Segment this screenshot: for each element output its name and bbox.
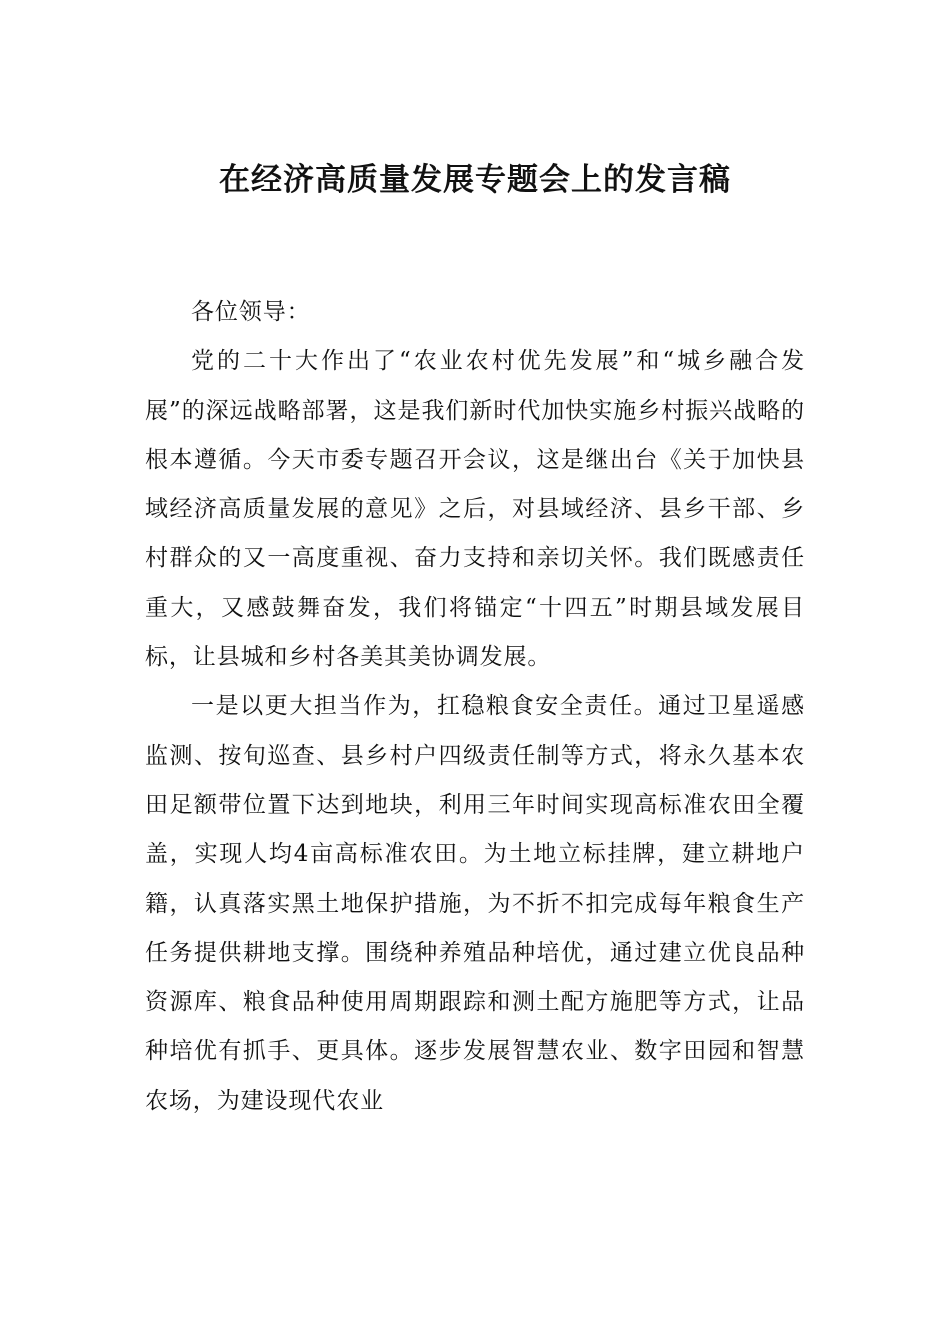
document-body xyxy=(145,288,805,1126)
paragraph-intro: 党的二十大作出了“农业农村优先发展”和“城乡融合发展”的深远战略部署，这是我们新时代加快实施乡村振兴战略的根本遵循。今天市委专题召开会议，这是继出台《关于加快县域经济高质量发展的意见》之后，对县域经济、县乡干部、乡村群众的又一高度重视、奋力支持和亲切关怀。我们既感责任重大，又感鼓舞奋发，我们将锚定“十四五”时期县域发展目标，让县城和乡村各美其美协调发展。 xyxy=(145,348,805,671)
salutation: 各位领导： xyxy=(191,299,311,325)
paragraph-grain-security: 一是以更大担当作为，扛稳粮食安全责任。通过卫星遥感监测、按旬巡查、县乡村户四级责任制等方式，将永久基本农田足额带位置下达到地块，利用三年时间实现高标准农田全覆盖，实现人均4亩高标准农田。为土地立标挂牌，建立耕地户籍，认真落实黑土地保护措施，为不折不扣完成每年粮食生产任务提供耕地支撑。围绕种养殖品种培优，通过建立优良品种资源库、粮食品种使用周期跟踪和测土配方施肥等方式，让品种培优有抓手、更具体。逐步发展智慧农业、数字田园和智慧农场，为建设现代农业 xyxy=(145,693,805,1114)
document-title: 在经济高质量发展专题会上的发言稿 xyxy=(219,162,731,198)
